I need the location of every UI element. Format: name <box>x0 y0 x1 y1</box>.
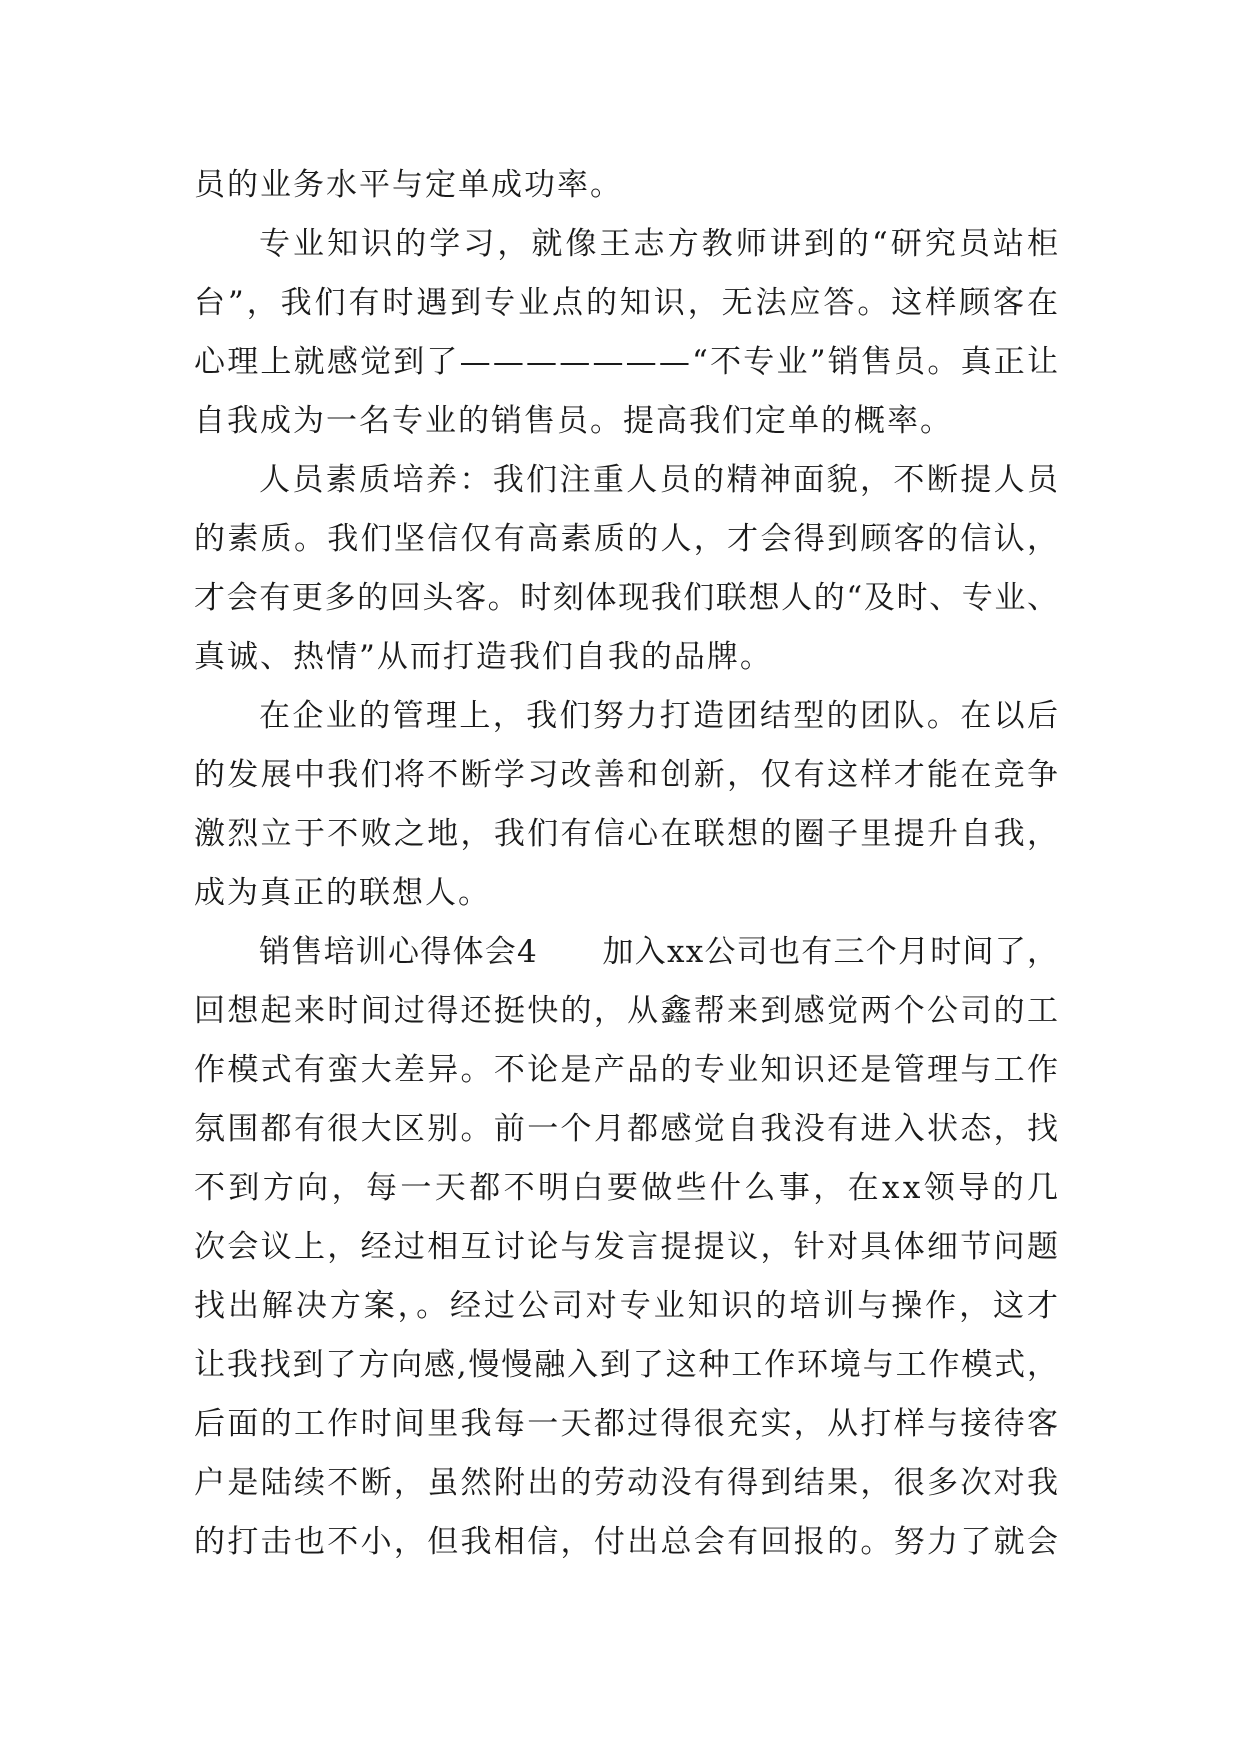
text-line: 次会议上，经过相互讨论与发言提提议，针对具体细节问题 <box>194 1229 1061 1265</box>
text-line: 心理上就感觉到了———————“不专业”销售员。真正让 <box>194 344 1061 380</box>
text-line: 作模式有蛮大差异。不论是产品的专业知识还是管理与工作 <box>194 1052 1061 1088</box>
paragraph-first-line: 专业知识的学习，就像王志方教师讲到的“研究员站柜 <box>259 226 1062 262</box>
paragraph-first-line: 销售培训心得体会4 加入xx公司也有三个月时间了， <box>259 934 1060 970</box>
text-line: 员的业务水平与定单成功率。 <box>194 167 623 203</box>
text-line: 的素质。我们坚信仅有高素质的人，才会得到顾客的信认， <box>194 521 1061 557</box>
text-line: 真诚、热情”从而打造我们自我的品牌。 <box>194 639 773 675</box>
text-line: 找出解决方案，。经过公司对专业知识的培训与操作，这才 <box>194 1288 1061 1324</box>
paragraph-first-line: 在企业的管理上，我们努力打造团结型的团队。在以后 <box>259 698 1061 734</box>
body-text <box>194 156 1062 1572</box>
text-line: 成为真正的联想人。 <box>194 875 491 911</box>
text-line: 让我找到了方向感,慢慢融入到了这种工作环境与工作模式， <box>194 1347 1060 1383</box>
text-line: 的发展中我们将不断学习改善和创新，仅有这样才能在竞争 <box>194 757 1061 793</box>
text-line: 户是陆续不断，虽然附出的劳动没有得到结果，很多次对我 <box>194 1465 1061 1501</box>
text-line: 激烈立于不败之地，我们有信心在联想的圈子里提升自我， <box>194 816 1061 852</box>
text-line: 氛围都有很大区别。前一个月都感觉自我没有进入状态，找 <box>194 1111 1061 1147</box>
text-line: 台”，我们有时遇到专业点的知识，无法应答。这样顾客在 <box>194 285 1061 321</box>
text-line: 不到方向，每一天都不明白要做些什么事，在xx领导的几 <box>194 1170 1062 1206</box>
paragraph-first-line: 人员素质培养：我们注重人员的精神面貌，不断提人员 <box>259 462 1061 498</box>
text-line: 的打击也不小，但我相信，付出总会有回报的。努力了就会 <box>194 1524 1061 1560</box>
text-line: 自我成为一名专业的销售员。提高我们定单的概率。 <box>194 403 953 439</box>
text-line: 才会有更多的回头客。时刻体现我们联想人的“及时、专业、 <box>194 580 1060 616</box>
text-line: 后面的工作时间里我每一天都过得很充实，从打样与接待客 <box>194 1406 1061 1442</box>
text-line: 回想起来时间过得还挺快的，从鑫帮来到感觉两个公司的工 <box>194 993 1061 1029</box>
